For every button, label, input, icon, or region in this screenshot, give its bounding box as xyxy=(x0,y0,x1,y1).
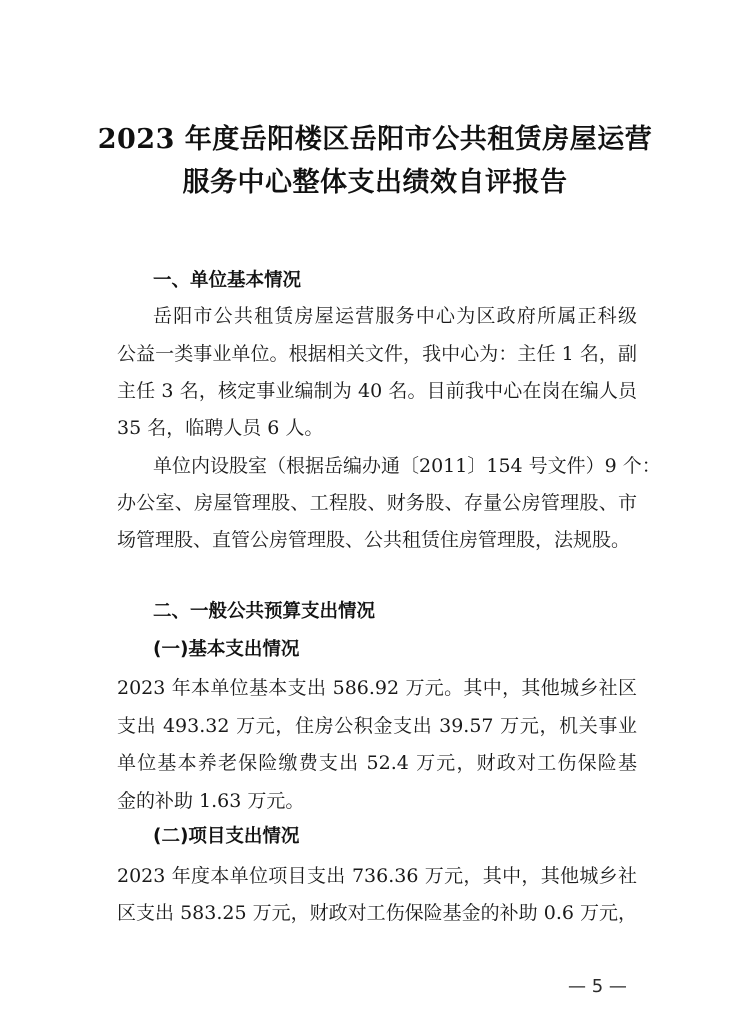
paragraph-line: 35 名，临聘人员 6 人。 xyxy=(117,417,324,439)
paragraph-line: 场管理股、直管公房管理股、公共租赁住房管理股，法规股。 xyxy=(117,529,631,551)
report-title-line-2: 服务中心整体支出绩效自评报告 xyxy=(182,167,568,198)
paragraph-line: 主任 3 名，核定事业编制为 40 名。目前我中心在岗在编人员 xyxy=(117,380,637,402)
paragraph-line: 办公室、房屋管理股、工程股、财务股、存量公房管理股、市 xyxy=(117,492,637,514)
paragraph-line: 区支出 583.25 万元，财政对工伤保险基金的补助 0.6 万元， xyxy=(117,902,637,924)
paragraph-line: 岳阳市公共租赁房屋运营服务中心为区政府所属正科级 xyxy=(153,305,637,327)
subsection-2-heading: (二)项目支出情况 xyxy=(153,826,300,847)
section-1-heading: 一、单位基本情况 xyxy=(153,270,302,291)
paragraph-line: 单位内设股室（根据岳编办通〔2011〕154 号文件）9 个： xyxy=(153,455,661,477)
paragraph-line: 支出 493.32 万元，住房公积金支出 39.57 万元，机关事业 xyxy=(117,715,637,737)
paragraph-line: 单位基本养老保险缴费支出 52.4 万元，财政对工伤保险基 xyxy=(117,752,637,774)
page-number: — 5 — xyxy=(568,976,627,997)
subsection-1-heading: (一)基本支出情况 xyxy=(153,639,300,660)
section-2-heading: 二、一般公共预算支出情况 xyxy=(153,601,376,622)
paragraph-line: 2023 年本单位基本支出 586.92 万元。其中，其他城乡社区 xyxy=(117,677,637,699)
paragraph-line: 2023 年度本单位项目支出 736.36 万元，其中，其他城乡社 xyxy=(117,865,637,887)
paragraph-line: 金的补助 1.63 万元。 xyxy=(117,790,305,812)
paragraph-line: 公益一类事业单位。根据相关文件，我中心为：主任 1 名，副 xyxy=(117,343,637,365)
report-title-line-1: 2023 年度岳阳楼区岳阳市公共租赁房屋运营 xyxy=(97,124,653,155)
